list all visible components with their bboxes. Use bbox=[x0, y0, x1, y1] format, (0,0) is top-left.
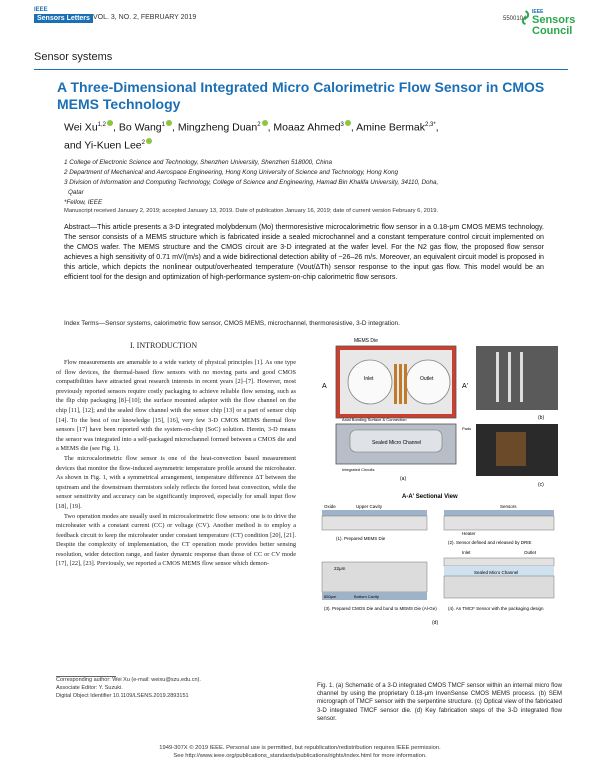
fig-label: Sealed Micro Channel bbox=[474, 570, 519, 575]
footnote bbox=[56, 677, 316, 700]
fig-label: (c) bbox=[538, 482, 544, 488]
fig-label: (2). Sensor defined and released by DRIE bbox=[448, 540, 532, 545]
sensors-council-logo bbox=[532, 10, 600, 37]
fig-label: 22μm bbox=[334, 566, 346, 571]
author-list: Wei Xu$^{1,2}$ , Bo Wang$^1$ , Mingzheng Duan$^2$ , Moaaz Ahmed$^3$ , Amine Bermak$^{2,3*}$, and Yi-Kuen Lee$^2$ bbox=[64, 121, 439, 151]
fig-label: (3). Prepared CMOS Die and bond to MEMS Die (Al-Ge) bbox=[324, 606, 437, 611]
fig-label: (1). Prepared MEMS Die bbox=[336, 536, 386, 541]
panel-a bbox=[322, 338, 471, 482]
fig-label: Inlet bbox=[462, 550, 471, 555]
section-label: Sensor systems bbox=[34, 51, 113, 63]
fig-label: Pads bbox=[462, 426, 472, 431]
fig-label: (d) bbox=[432, 620, 439, 626]
oxide-layer bbox=[322, 510, 427, 516]
paragraph: Two operation modes are usually used in microcalorimetric flow sensors: one is to drive the microheater with a constant current (CC) or voltage (CV). Another method is to employ a feedback circuit to keep the microheater under constant temperature (CT) condition [20], [21]. Despite the complexity of implementation, the CT operation mode provides better sensing resolution, wider detection range, and faster dynamic response than those of CC or CV mode [17], [22], [23]. Previously, we reported a CMOS MEMS flow sensor which demon- bbox=[56, 512, 296, 568]
fig-label: 650μm bbox=[324, 594, 337, 599]
sem-beam bbox=[520, 352, 523, 402]
affiliation: *Fellow, IEEE bbox=[64, 199, 103, 206]
paragraph: The microcalorimetric flow sensor is one of the heat-convection based measurement devices that monitor the flow-induced asymmetric temperature profile around the microheater. As shown in Fig. 1, with a symmetrical arrangement, temperature difference ΔT between the upstream and the downstream thermistors solely reflects the forced heat convection, while the sensor sensitivity and accuracy can be significantly improved, especially for small input flow [18], [19]. bbox=[56, 454, 296, 510]
footnote-line: Associate Editor: Y. Suzuki. bbox=[56, 684, 123, 691]
fig-label: (b) bbox=[538, 415, 545, 421]
orcid-icon[interactable] bbox=[107, 120, 113, 126]
author-name: Wei Xu bbox=[64, 121, 98, 134]
fig-label: (a) bbox=[400, 476, 407, 482]
affiliation: Qatar bbox=[68, 189, 84, 196]
fig-label: (4). An TMCF Sensor with the packaging design bbox=[448, 606, 544, 611]
heater bbox=[399, 364, 402, 404]
copyright bbox=[0, 745, 600, 761]
fig-label: Sensors bbox=[500, 504, 517, 509]
thermistor bbox=[404, 364, 407, 404]
author-affil: 2 bbox=[257, 122, 261, 128]
author-name: Mingzheng Duan bbox=[177, 121, 258, 134]
council-ieee: IEEE bbox=[532, 9, 544, 15]
outlet-port bbox=[406, 360, 450, 404]
orcid-icon[interactable] bbox=[262, 120, 268, 126]
author-affil: 2 bbox=[141, 139, 145, 146]
council-name: Sensors Council bbox=[532, 14, 576, 37]
fig-label: A' bbox=[462, 383, 469, 390]
sem-beam bbox=[508, 352, 511, 402]
panel-b bbox=[476, 346, 558, 421]
figure-caption: Fig. 1. (a) Schematic of a 3-D integrated CMOS TMCF sensor within an internal micro flow channel by using the proprietary 0.18-μm InvenSense CMOS MEMS process. (b) SEM micrograph of TMCF sensor with the serpentine structure. (c) Optical view of the fabricated 3-D integrated TMCF sensor die. (d) Key fabrication steps of the 3-D integrated flow sensor. bbox=[317, 682, 562, 722]
author-name: Amine Bermak bbox=[356, 121, 426, 134]
ieee-logo: IEEE bbox=[34, 7, 48, 13]
fig-label: A bbox=[322, 383, 327, 390]
sem-micrograph bbox=[476, 346, 558, 410]
fig-label: Axial Bonding Surface & Connection bbox=[342, 417, 407, 422]
cmos-wafer bbox=[444, 576, 554, 598]
author-affil: 1 bbox=[161, 122, 165, 128]
affiliation: 1 College of Electronic Science and Technology, Shenzhen University, Shenzhen 518000, China bbox=[64, 159, 333, 166]
affiliation: 2 Department of Mechanical and Aerospace Engineering, Hong Kong University of Science and Technology, Hong Kong bbox=[64, 169, 399, 176]
fig-label: Inlet bbox=[364, 376, 374, 382]
paper-title: A Three-Dimensional Integrated Micro Calorimetric Flow Sensor in CMOS MEMS Technology bbox=[57, 79, 545, 112]
thermistor bbox=[394, 364, 397, 404]
orcid-icon[interactable] bbox=[166, 120, 172, 126]
fig-label: Heater bbox=[462, 531, 476, 536]
panel-d bbox=[322, 494, 554, 626]
inlet-port bbox=[348, 360, 392, 404]
fig-label: Integrated Circuits bbox=[342, 467, 375, 472]
orcid-icon[interactable] bbox=[345, 120, 351, 126]
journal-badge: Sensors Letters bbox=[34, 14, 93, 23]
intro-heading: I. INTRODUCTION bbox=[130, 341, 198, 350]
mems-wafer bbox=[444, 516, 554, 530]
author-name: Yi-Kuen Lee bbox=[84, 139, 142, 151]
fig-label: A-A' Sectional View bbox=[402, 494, 458, 500]
packaging-cap bbox=[444, 558, 554, 566]
volume-info: VOL. 3, NO. 2, FEBRUARY 2019 bbox=[93, 14, 197, 21]
author-affil: 1,2 bbox=[97, 122, 106, 128]
footnote-line: Digital Object Identifier 10.1109/LSENS.2019.2893151 bbox=[56, 692, 189, 699]
sensor-die-photo bbox=[496, 432, 526, 466]
panel-c bbox=[476, 424, 558, 488]
figure-1 bbox=[312, 338, 564, 683]
intro-body bbox=[56, 358, 296, 569]
fig-label: MEMS Die bbox=[354, 338, 378, 344]
fig-label: Oxide bbox=[324, 504, 336, 509]
fig-label: Upper Cavity bbox=[356, 504, 383, 509]
fig-label: Outlet bbox=[420, 376, 434, 382]
fig-label: Outlet bbox=[524, 550, 537, 555]
author-name: Moaaz Ahmed bbox=[273, 121, 341, 134]
fig-label: Bottom Cavity bbox=[354, 594, 379, 599]
sensors-council-icon bbox=[520, 10, 531, 25]
fig-label: Sealed Micro Channel bbox=[372, 440, 422, 446]
header-rule bbox=[34, 69, 568, 70]
oxide-layer bbox=[444, 510, 554, 516]
orcid-icon[interactable] bbox=[146, 138, 152, 144]
author-affil: 2,3* bbox=[425, 122, 436, 128]
paragraph: Flow measurements are amenable to a wide variety of physical principles [1]. As one type of flow devices, the thermal-based flow sensors with no moving parts and good CMOS compatibilities have attracted great research interests in recent years [2]–[7]. However, most previously reported sensors require costly packaging to achieve reliable flow sensing, such as the flip chip packaging [8]–[10]; the surface mounted adaptor with the flow channel on the chip [11], [12]; and the sealed flow channel with the sensor chip [13] or a part of sensor chip [14]. To the best of our knowledge [15], [16], very few 3-D CMOS MEMS thermal flow sensors [17] have been reported with the system-on-chip (SoC) solution. Herein, 3-D means the sensor was integrated into a self-packaged microchannel formed between a CMOS die and a MEMS die (see Fig. 1). bbox=[56, 359, 296, 453]
affiliations bbox=[64, 158, 544, 208]
index-terms: Index Terms—Sensor systems, calorimetric flow sensor, CMOS MEMS, microchannel, thermoresistive, 3-D integration. bbox=[64, 320, 400, 327]
copyright-line: 1949-307X © 2019 IEEE. Personal use is permitted, but republication/redistribution requires IEEE permission. bbox=[159, 745, 441, 751]
manuscript-dates: Manuscript received January 2, 2019; accepted January 13, 2019. Date of publication January 16, 2019; date of current version February 6, 2019. bbox=[64, 208, 439, 214]
author-name: Bo Wang bbox=[118, 121, 162, 134]
figure-1-graphic bbox=[312, 338, 564, 678]
author-affil: 3 bbox=[340, 122, 344, 128]
sem-beam bbox=[496, 352, 499, 402]
article-number: 5500104 bbox=[503, 16, 527, 22]
mems-wafer bbox=[322, 516, 427, 530]
affiliation: 3 Division of Information and Computing Technology, College of Science and Engineering, Hamad Bin Khalifa University, 34110, Doha, bbox=[64, 179, 439, 186]
copyright-link[interactable]: See http://www.ieee.org/publications_standards/publications/rights/index.html for more information. bbox=[173, 752, 427, 759]
footnote-line: Corresponding author: Wei Xu (e-mail: weixu@szu.edu.cn). bbox=[56, 677, 201, 683]
abstract: Abstract—This article presents a 3-D integrated molybdenum (Mo) thermoresistive microcalorimetric flow sensor in a 0.18-μm CMOS MEMS technology. The sensor consists of a MEMS structure which is fabricated inside a sealed microchannel and a constant temperature control circuit implemented on the CMOS wafer. The MEMS structure and the CMOS circuit are 3-D integrated at the wafer level. For the N2 gas flow, the proposed flow sensor achieves a high sensitivity of 0.71 mV/(m/s) and a wide bidirectional detection ability of −26–26 m/s. Moreover, an equivalent circuit model is proposed in this article, which depicts the nonlinear output/overheated temperature (Vout/ΔTh) sensor response to the input gas flow. This model would be an efficient tool for the design and optimization of high-performance system-on-chip calorimetric flow sensors. bbox=[64, 223, 544, 281]
